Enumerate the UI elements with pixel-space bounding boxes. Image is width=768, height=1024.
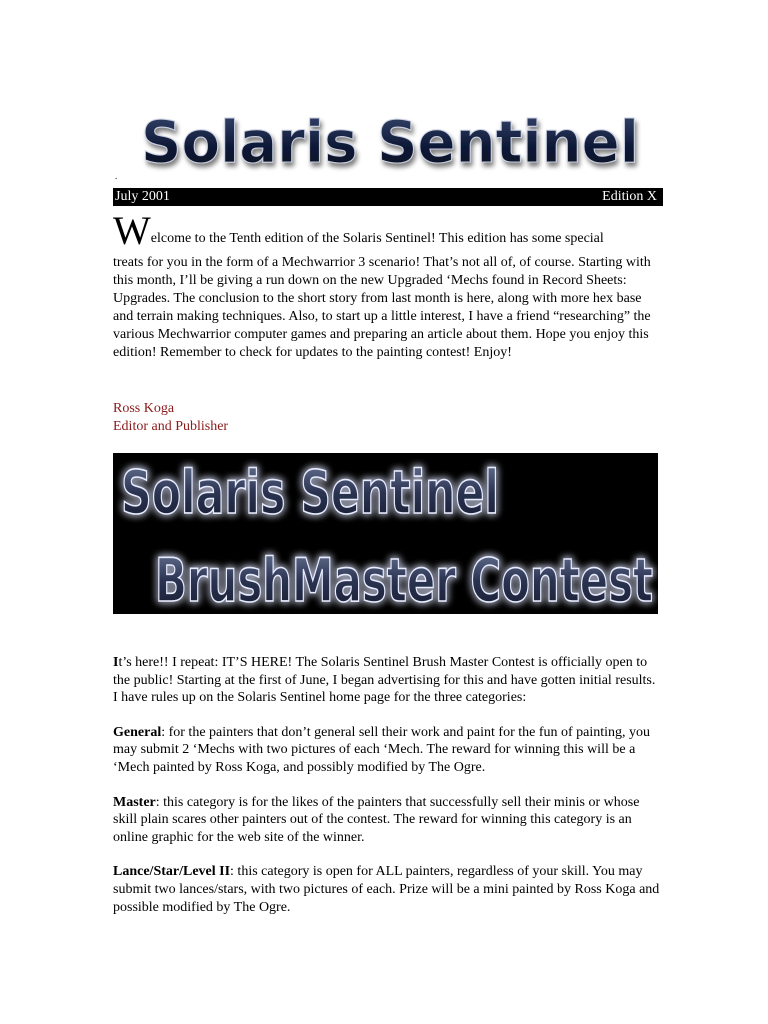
intro-first-line: elcome to the Tenth edition of the Solaris Sentinel! This edition has some special [150, 231, 604, 246]
intro-body: treats for you in the form of a Mechwarrior 3 scenario! That’s not all of, of course. Starting with this month, I’ll be giving a run down on the new Upgraded ‘Mechs found in Record Sheets: Upgrades. The conclusion to the short story from last month is here, along with more hex base and terrain making techniques. Also, to start up a little interest, I have a friend “researching” the various Mechwarrior computer games and preparing an article about them. Hope you enjoy this edition! Remember to check for updates to the painting contest! Enjoy! [113, 255, 651, 360]
category-text: : for the painters that don’t general sell their work and paint for the fun of painting, you may submit 2 ‘Mechs with two pictures of each ‘Mech. The reward for winning this will be a ‘Mech painted by Ross Koga, and possibly modified by The Ogre. [113, 724, 651, 775]
category-text: : this category is for the likes of the painters that successfully sell their minis or whose skill plain scares other painters out of the contest. The reward for winning this category is an online graphic for the web site of the winner. [113, 794, 640, 845]
banner-line-2: BrushMaster Contest [155, 546, 653, 614]
contest-article [113, 654, 661, 933]
category-master [113, 794, 661, 847]
banner-line-1: Solaris Sentinel [121, 458, 499, 528]
category-lance-star [113, 863, 661, 916]
edition-label: Edition X [602, 189, 657, 204]
author-role: Editor and Publisher [113, 419, 229, 434]
drop-cap: W [113, 208, 151, 253]
category-name: General [113, 724, 162, 740]
signature [113, 400, 228, 436]
category-general [113, 724, 661, 777]
category-name: Lance/Star/Level II [113, 864, 231, 880]
marker: . [115, 171, 118, 181]
category-name: Master [113, 794, 156, 810]
masthead-logo [138, 108, 643, 178]
dateline-bar [113, 188, 663, 206]
issue-date: July 2001 [115, 189, 170, 204]
contest-intro-text: t’s here!! I repeat: IT’S HERE! The Solaris Sentinel Brush Master Contest is officially open to the public! Starting at the first of June, I began advertising for this and have gotten initial results. I have rules up on the Solaris Sentinel home page for the three categories: [113, 655, 656, 706]
category-text: : this category is open for ALL painters, regardless of your skill. You may submit two lances/stars, with two pictures of each. Prize will be a mini painted by Ross Koga and possible modified by The Ogre. [113, 864, 660, 915]
lead-letter: I [113, 655, 119, 670]
masthead-title: Solaris Sentinel [141, 108, 639, 176]
contest-banner [113, 453, 658, 614]
author-name: Ross Koga [113, 401, 175, 416]
intro-paragraph [113, 208, 658, 362]
contest-intro [113, 654, 661, 707]
